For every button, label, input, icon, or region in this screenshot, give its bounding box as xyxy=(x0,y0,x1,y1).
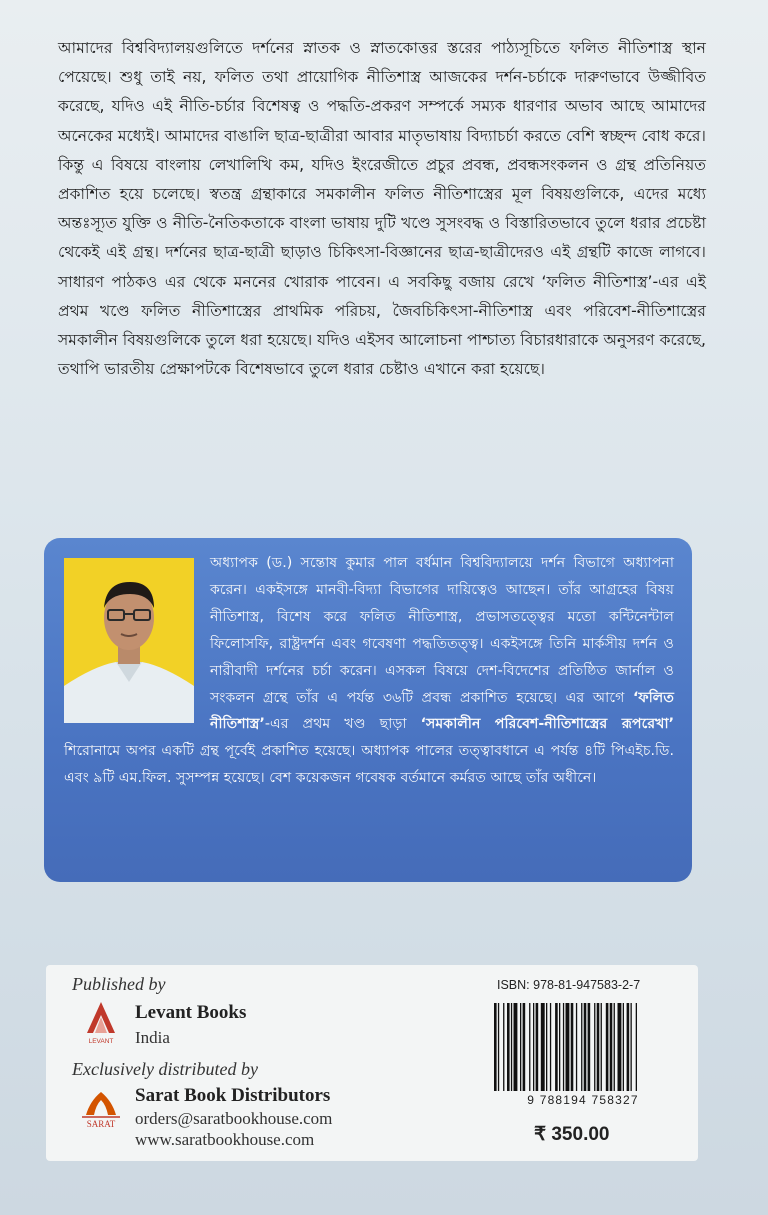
publisher-name: Levant Books xyxy=(135,1002,247,1023)
distributor-email: orders@saratbookhouse.com xyxy=(135,1109,333,1128)
distributor-website: www.saratbookhouse.com xyxy=(135,1130,315,1149)
author-bio-panel xyxy=(44,538,692,882)
levant-logo-text: LEVANT xyxy=(88,1038,114,1045)
barcode-icon xyxy=(490,1003,676,1091)
barcode-digits: 9 788194 758327 xyxy=(527,1093,639,1107)
isbn-text: ISBN: 978-81-947583-2-7 xyxy=(497,978,641,992)
sarat-logo-icon xyxy=(76,1089,126,1129)
distributor-name: Sarat Book Distributors xyxy=(135,1085,331,1106)
blurb-text: আমাদের বিশ্ববিদ্যালয়গুলিতে দর্শনের স্নাতক ও স্নাতকোত্তর স্তরের পাঠ্যসূচিতে ফলিত নীতিশাস্ত্র স্থান পেয়েছে। শুধু তাই নয়, ফলিত তথা প্রায়োগিক নীতিশাস্ত্র আজকের দর্শন-চর্চাকে দারুণভাবে উজ্জীবিত করেছে, যদিও এই নীতি-চর্চার বিশেষত্ব ও পদ্ধতি-প্রকরণ সম্পর্কে সম্যক ধারণার অভাব আছে আমাদের অনেকের মধ্যেই। আমাদের বাঙালি ছাত্র-ছাত্রীরা আবার মাতৃভাষায় বিদ্যাচর্চা করতে বেশি স্বচ্ছন্দ বোধ করে। কিন্তু এ বিষয়ে বাংলায় লেখালিখি কম, যদিও ইংরেজীতে প্রচুর প্রবন্ধ, প্রবন্ধসংকলন ও গ্রন্থ প্রতিনিয়ত প্রকাশিত হয়ে চলেছে। স্বতন্ত্র গ্রন্থাকারে সমকালীন ফলিত নীতিশাস্ত্রের মূল বিষয়গুলিকে, এদের মধ্যে অন্তঃস্যূত যুক্তি ও নীতি-নৈতিকতাকে বাংলা ভাষায় দুটি খণ্ডে সুসংবদ্ধ ও বিস্তারিতভাবে তুলে ধরার প্রচেষ্টা থেকেই এই গ্রন্থ। দর্শনের ছাত্র-ছাত্রী ছাড়াও চিকিৎসা-বিজ্ঞানের ছাত্র-ছাত্রীদেরও এই গ্রন্থটি কাজে লাগবে। সাধারণ পাঠকও এর থেকে মননের খোরাক পাবেন। এ সবকিছু বজায় রেখে ‘ফলিত নীতিশাস্ত্র’-এর এই প্রথম খণ্ডে ফলিত নীতিশাস্ত্রের প্রাথমিক পরিচয়, জৈবচিকিৎসা-নীতিশাস্ত্র এবং পরিবেশ-নীতিশাস্ত্রের সমকালীন বিষয়গুলিকে তুলে ধরা হয়েছে। যদিও এইসব আলোচনা পাশ্চাত্য বিচারধারাকে অনুসরণ করেছে, তথাপি ভারতীয় প্রেক্ষাপটকে বিশেষভাবে তুলে ধরার চেষ্টাও এখানে করা হয়েছে। xyxy=(58,39,706,379)
publisher-country: India xyxy=(135,1028,170,1047)
author-bio-text: অধ্যাপক (ড.) সন্তোষ কুমার পাল বর্ধমান বিশ্ববিদ্যালয়ে দর্শন বিভাগে অধ্যাপনা করেন। একইসঙ্গে মানবী-বিদ্যা বিভাগের দায়িত্বেও আছেন। তাঁর আগ্রহের বিষয় নীতিশাস্ত্র, বিশেষ করে ফলিত নীতিশাস্ত্র, প্রভাসতত্ত্বের মতো কন্টিনেন্টাল ফিলোসফি, রাষ্ট্রদর্শন এবং গবেষণা পদ্ধতিতত্ত্ব। একইসঙ্গে তিনি মার্কসীয় দর্শন ও নারীবাদী দর্শনের চর্চা করেন। এসকল বিষয়ে দেশ-বিদেশের প্রতিষ্ঠিত জার্নাল ও সংকলন গ্রন্থে তাঁর এ পর্যন্ত ৩৬টি প্রবন্ধ প্রকাশিত হয়েছে। এর আগে ‘ফলিত নীতিশাস্ত্র’-এর প্রথম খণ্ড ছাড়া ‘সমকালীন পরিবেশ-নীতিশাস্ত্রের রূপরেখা’ শিরোনামে অপর একটি গ্রন্থ পূর্বেই প্রকাশিত হয়েছে। অধ্যাপক পালের তত্ত্বাবধানে এ পর্যন্ত ৪টি পিএইচ.ডি. এবং ৯টি এম.ফিল. সুসম্পন্ন হয়েছে। বেশ কয়েকজন গবেষক বর্তমানে কর্মরত আছে তাঁর অধীনে। xyxy=(64,555,674,787)
sarat-logo-text: SARAT xyxy=(86,1119,116,1129)
published-by-label: Published by xyxy=(72,974,166,994)
levant-logo-icon xyxy=(79,999,123,1045)
price-text: ₹ 350.00 xyxy=(534,1124,610,1145)
publisher-panel xyxy=(46,965,698,1161)
distributed-by-label: Exclusively distributed by xyxy=(72,1059,258,1079)
